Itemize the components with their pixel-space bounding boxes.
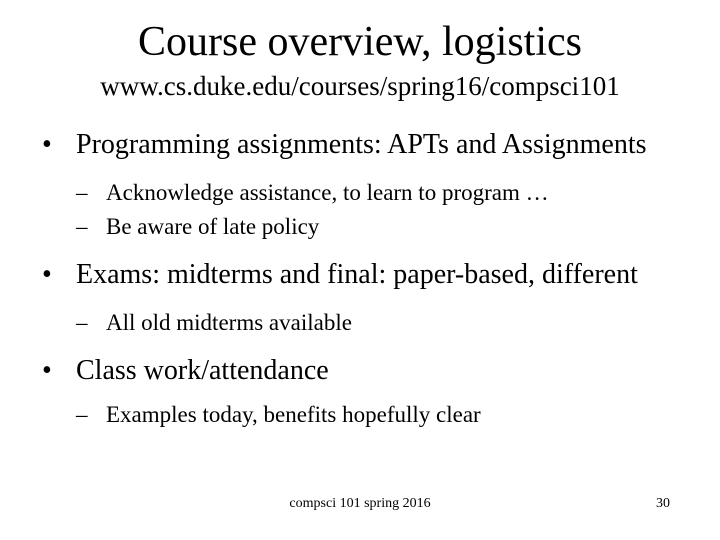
sub-bullet-item — [28, 210, 698, 244]
bullet-text: Programming assignments: APTs and Assignments — [76, 129, 647, 160]
dash-icon: – — [76, 214, 88, 239]
slide-subtitle-url: www.cs.duke.edu/courses/spring16/compsci101 — [100, 71, 620, 101]
bullet-dot-icon: • — [42, 259, 52, 290]
sub-bullet-text: Examples today, benefits hopefully clear — [106, 402, 481, 427]
sub-bullet-item — [28, 398, 698, 432]
sub-bullet-text: Acknowledge assistance, to learn to program … — [106, 180, 549, 205]
bullet-dot-icon: • — [42, 355, 52, 386]
sub-bullet-item — [28, 176, 698, 210]
bullet-list — [28, 126, 698, 432]
bullet-item — [28, 128, 698, 162]
dash-icon: – — [76, 310, 88, 335]
dash-icon: – — [76, 402, 88, 427]
slide-title: Course overview, logistics — [137, 19, 583, 65]
page-number: 30 — [656, 496, 670, 511]
bullet-item — [28, 258, 698, 292]
dash-icon: – — [76, 180, 88, 205]
slide-footer: compsci 101 spring 2016 — [289, 496, 431, 511]
sub-bullet-text: Be aware of late policy — [106, 214, 320, 239]
bullet-dot-icon: • — [42, 129, 52, 160]
sub-bullet-item — [28, 306, 698, 340]
bullet-text: Class work/attendance — [76, 355, 329, 386]
sub-bullet-text: All old midterms available — [106, 310, 352, 335]
bullet-item — [28, 354, 698, 388]
bullet-text: Exams: midterms and final: paper-based, different — [76, 259, 638, 290]
